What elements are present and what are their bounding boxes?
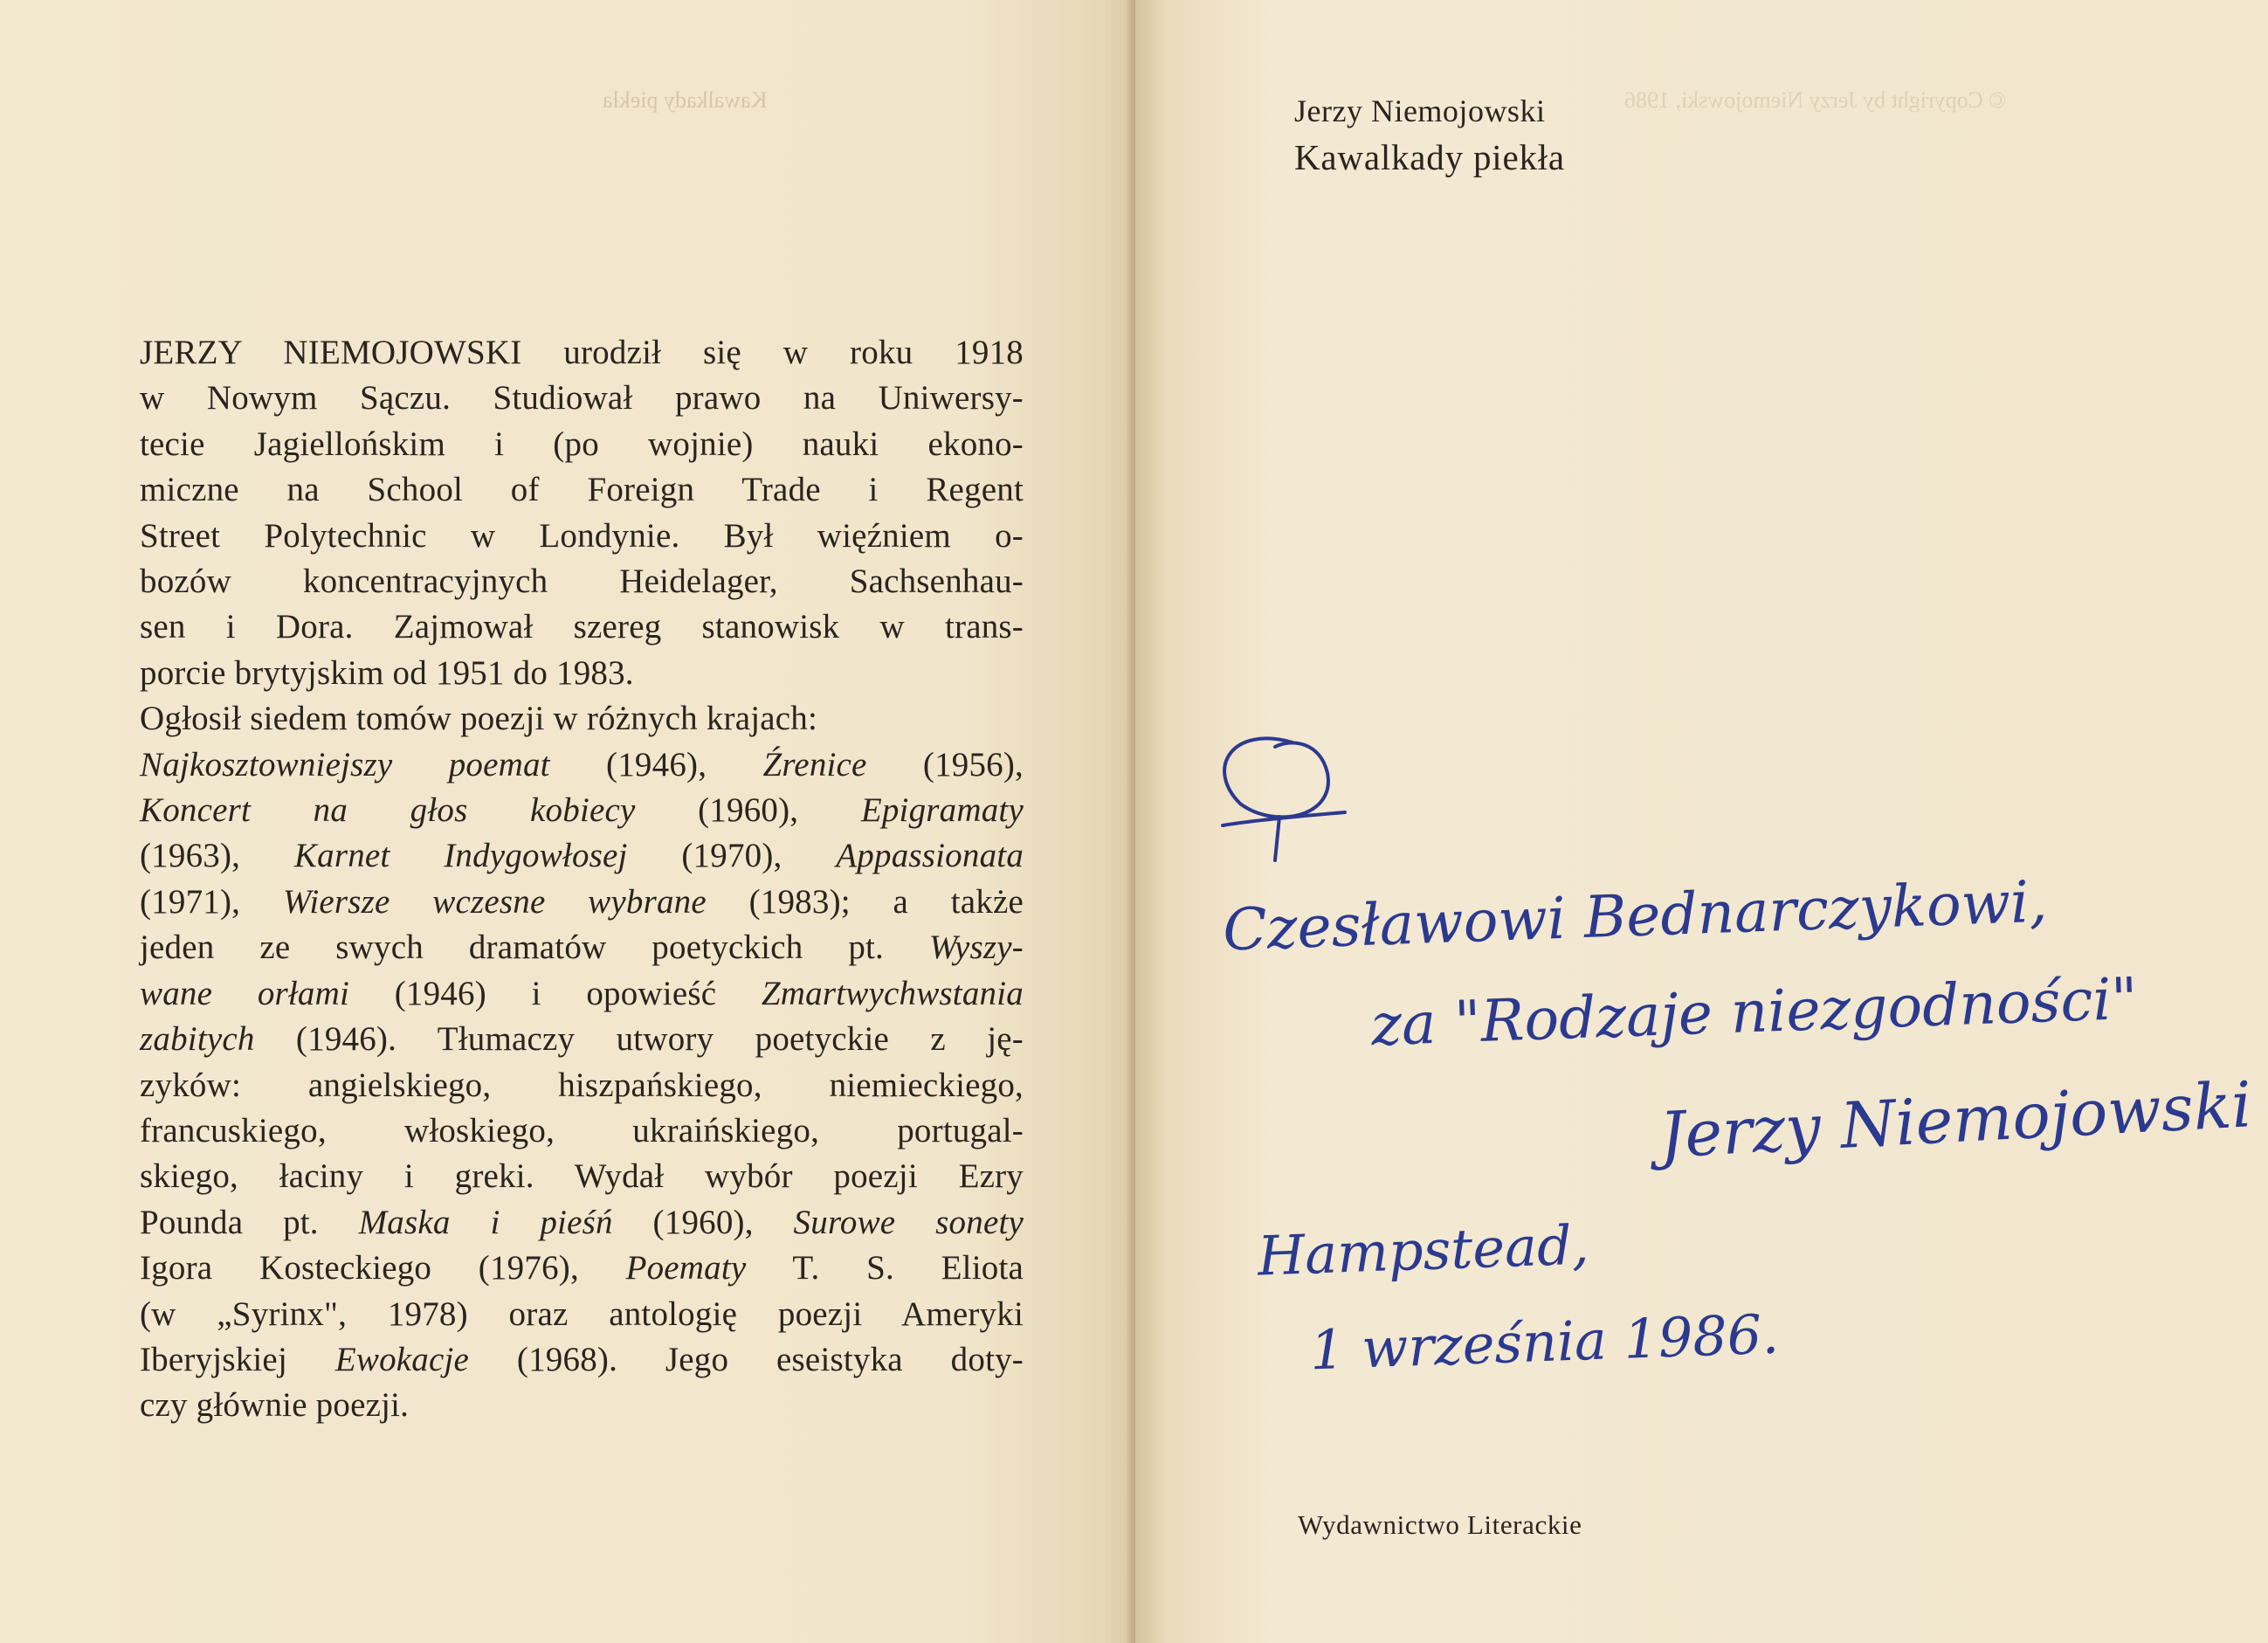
bio-line: w Nowym Sączu. Studiował prawo na Uniwersy- xyxy=(140,379,1024,418)
works-text: (1963), xyxy=(140,837,294,875)
works-text: (1970), xyxy=(627,837,837,875)
works-line xyxy=(140,1292,1024,1337)
work-title: wane orłami xyxy=(140,974,350,1012)
bleed-through-text: © Copyright by Jerzy Niemojowski, 1986 xyxy=(1624,87,2007,113)
work-title: Najkosztowniejszy poemat xyxy=(140,745,550,784)
inscription-place: Hampstead, xyxy=(1256,1212,1590,1288)
works-text: skiego, łaciny i greki. Wydał wybór poezji Ezry xyxy=(140,1157,1024,1196)
work-title: Poematy xyxy=(625,1249,747,1287)
works-text: Iberyjskiej xyxy=(140,1340,335,1378)
work-title: Karnet Indygowłosej xyxy=(293,837,628,875)
works-text: (1960), xyxy=(635,791,861,830)
works-text: Igora Kosteckiego (1976), xyxy=(140,1249,626,1287)
works-text: francuskiego, włoskiego, ukraińskiego, portugal- xyxy=(140,1111,1024,1149)
works-line xyxy=(140,1063,1024,1108)
works-line xyxy=(140,1200,1024,1246)
works-text: (1956), xyxy=(866,745,1024,784)
work-title: zabitych xyxy=(140,1020,255,1059)
work-title: Źrenice xyxy=(762,745,867,784)
works-text: (1946) i opowieść xyxy=(349,974,762,1012)
signature: Jerzy Niemojowski xyxy=(1658,1067,2254,1172)
works-line xyxy=(140,925,1024,970)
work-title: Koncert na głos kobiecy xyxy=(140,791,636,830)
works-text: jeden ze swych dramatów poetyckich pt. xyxy=(140,929,929,967)
bio-line: sen i Dora. Zajmował szereg stanowisk w trans- xyxy=(140,608,1024,646)
author-biography xyxy=(140,330,1024,1429)
works-text: (1946). Tłumaczy utwory poetyckie z ję- xyxy=(254,1020,1024,1059)
work-title: Ewokacje xyxy=(334,1340,470,1378)
work-title: Epigramaty xyxy=(860,791,1024,830)
bleed-through-text: Kawalkady piekła xyxy=(603,87,768,113)
bio-line: bozów koncentracyjnych Heidelager, Sachsenhau- xyxy=(140,563,1024,601)
works-line xyxy=(140,742,1024,788)
works-text: (1971), xyxy=(140,882,283,921)
publisher-name: Wydawnictwo Literackie xyxy=(1298,1509,1582,1540)
works-text: T. S. Eliota xyxy=(746,1249,1024,1287)
right-page xyxy=(1135,0,2268,1643)
works-line xyxy=(140,1017,1024,1062)
work-title: Maska i pieśń xyxy=(358,1203,613,1241)
works-text: (1960), xyxy=(612,1203,794,1241)
book-author: Jerzy Niemojowski xyxy=(1294,93,1546,128)
inscription-date: 1 września 1986. xyxy=(1308,1301,1781,1383)
book-title: Kawalkady piekła xyxy=(1294,137,1565,177)
inscription-line-2: za "Rodzaje niezgodności" xyxy=(1369,964,2140,1060)
works-text: (1968). Jego eseistyka doty- xyxy=(469,1340,1024,1378)
works-text: (1946), xyxy=(549,745,763,784)
bio-line: JERZY NIEMOJOWSKI urodził się w roku 1918 xyxy=(140,334,1024,371)
inscription-line-1: Czesławowi Bednarczykowi, xyxy=(1221,867,2049,964)
works-line xyxy=(140,833,1024,879)
works-text: czy głównie poezji. xyxy=(140,1386,410,1425)
works-text: (1983); a także xyxy=(706,882,1024,921)
works-text: (w „Syrinx", 1978) oraz antologię poezji Ameryki xyxy=(140,1294,1024,1333)
works-line xyxy=(140,880,1024,925)
works-line xyxy=(140,696,1024,742)
work-title: Wyszy- xyxy=(928,929,1024,967)
works-line xyxy=(140,788,1024,833)
works-text: Ogłosił siedem tomów poezji w różnych krajach: xyxy=(140,700,818,738)
works-text: Pounda pt. xyxy=(140,1203,359,1241)
bio-line: porcie brytyjskim od 1951 do 1983. xyxy=(140,653,634,692)
works-line xyxy=(140,1246,1024,1291)
bio-line: miczne na School of Foreign Trade i Regent xyxy=(140,471,1024,509)
work-title: Surowe sonety xyxy=(793,1203,1024,1241)
works-line xyxy=(140,1108,1024,1154)
works-line xyxy=(140,971,1024,1017)
works-line xyxy=(140,1154,1024,1199)
bio-line: tecie Jagiellońskim i (po wojnie) nauki ekono- xyxy=(140,425,1024,463)
works-line xyxy=(140,1383,1024,1428)
bio-line: Street Polytechnic w Londynie. Był więźniem o- xyxy=(140,516,1024,555)
title-block xyxy=(1294,93,1565,178)
work-title: Wiersze wczesne wybrane xyxy=(282,882,707,921)
work-title: Appassionata xyxy=(836,837,1024,875)
works-line xyxy=(140,1337,1024,1383)
work-title: Zmartwychwstania xyxy=(761,974,1024,1012)
works-text: zyków: angielskiego, hiszpańskiego, niemieckiego, xyxy=(140,1066,1024,1104)
